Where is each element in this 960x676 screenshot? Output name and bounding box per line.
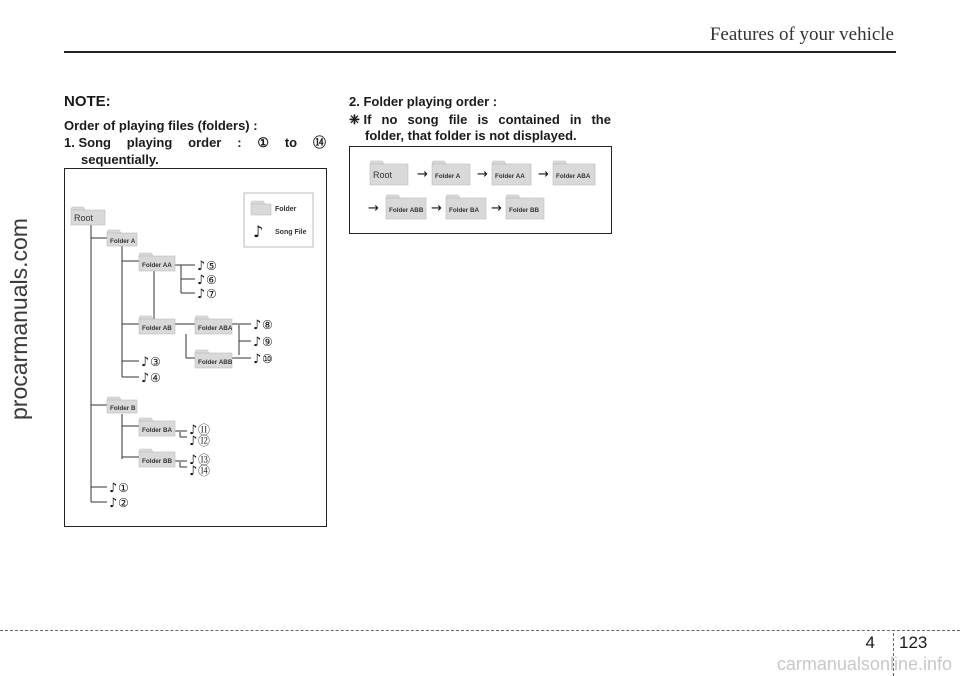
note-title: NOTE:	[64, 93, 111, 110]
flow-row2-folder-3	[506, 195, 544, 219]
song-note-icon: ♪	[197, 287, 206, 302]
footer-rule	[0, 630, 960, 631]
folder-root-label: Root	[74, 213, 94, 223]
folder-ab	[139, 316, 175, 334]
side-watermark: procarmanuals.com	[6, 218, 32, 420]
song-note-icon: ♪	[197, 273, 206, 288]
step2-title: 2. Folder playing order :	[349, 94, 498, 109]
folder-order-diagram	[349, 146, 612, 234]
folder-aa-tab	[139, 253, 153, 256]
folder-abb-label: Folder ABB	[198, 359, 233, 366]
song-note-icon: ♪	[253, 352, 262, 367]
legend-folder-label: Folder	[275, 206, 297, 213]
flow-row2-folder-3-tab	[506, 195, 520, 198]
folder-order-svg	[350, 147, 611, 233]
song-number-1: ①	[118, 481, 129, 495]
folder-aba-tab	[195, 316, 209, 319]
chapter-number: 4	[865, 633, 875, 652]
flow-row1-folder-2	[432, 161, 470, 185]
flow-row1-folder-1-label: Root	[373, 170, 393, 180]
footer-watermark: carmanualsonline.info	[776, 654, 952, 674]
song-note-icon: ♪	[109, 481, 118, 496]
flow-arrow-icon: →	[477, 167, 488, 182]
folder-aba	[195, 316, 233, 334]
flow-row1-folder-3-tab	[492, 161, 506, 164]
song-number-9: ⑨	[262, 335, 273, 349]
folder-aa	[139, 253, 175, 271]
flow-row1-folder-1	[370, 161, 408, 185]
song-note-icon: ♪	[109, 496, 118, 511]
flow-row1-folder-3-label: Folder AA	[495, 173, 525, 180]
folder-b-tab	[107, 397, 121, 400]
flow-row2-folder-2-label: Folder BA	[449, 207, 480, 214]
flow-arrow-icon: →	[491, 201, 502, 216]
song-note-icon: ♪	[141, 371, 150, 386]
folder-a-tab	[107, 230, 121, 233]
folder-a	[107, 230, 137, 246]
flow-row1-folder-4-tab	[553, 161, 567, 164]
step1-line1: 1. Song playing order : ① to ⑭	[64, 135, 326, 150]
folder-b-label: Folder B	[110, 405, 136, 412]
order-subtitle: Order of playing files (folders) :	[64, 118, 258, 133]
song-number-12: ⑫	[198, 434, 211, 448]
step1-line2: sequentially.	[81, 152, 159, 167]
legend-folder-icon-body	[251, 204, 271, 215]
flow-arrow-icon: →	[431, 201, 442, 216]
flow-row1-folder-2-tab	[432, 161, 446, 164]
flow-row2-folder-2-tab	[446, 195, 460, 198]
folder-bb-tab	[139, 449, 153, 452]
song-number-2: ②	[118, 496, 129, 510]
folder-ab-label: Folder AB	[142, 325, 172, 332]
flow-row1-folder-1-tab	[370, 161, 384, 164]
legend-song-icon: ♪	[253, 222, 264, 241]
song-note-icon: ♪	[197, 259, 206, 274]
song-number-4: ④	[150, 371, 161, 385]
song-note-icon: ♪	[253, 318, 262, 333]
folder-abb	[195, 350, 233, 368]
flow-row2-folder-1-label: Folder ABB	[389, 207, 424, 214]
song-number-7: ⑦	[206, 287, 217, 301]
flow-row1-folder-4	[553, 161, 595, 185]
folder-abb-tab	[195, 350, 209, 353]
flow-row2-folder-2	[446, 195, 486, 219]
song-number-11: ⑪	[198, 423, 211, 437]
folder-ba-tab	[139, 418, 153, 421]
flow-arrow-icon: →	[368, 201, 379, 216]
song-note-icon: ♪	[189, 423, 198, 438]
folder-tree-diagram	[64, 168, 327, 527]
folder-root	[71, 207, 105, 225]
folder-ba	[139, 418, 175, 436]
song-number-5: ⑤	[206, 259, 217, 273]
header-rule	[64, 51, 896, 53]
flow-row1-folder-2-label: Folder A	[435, 173, 461, 180]
flow-arrow-icon: →	[417, 167, 428, 182]
flow-row2-folder-3-label: Folder BB	[509, 207, 540, 214]
folder-ab-tab	[139, 316, 153, 319]
song-note-icon: ♪	[141, 355, 150, 370]
song-number-8: ⑧	[262, 318, 273, 332]
folder-bb-label: Folder BB	[142, 458, 173, 465]
song-number-14: ⑭	[198, 464, 211, 478]
step2-note-line2: folder, that folder is not displayed.	[365, 128, 577, 143]
flow-row2-folder-1	[386, 195, 426, 219]
step1-text	[64, 134, 326, 168]
song-note-icon: ♪	[189, 453, 198, 468]
song-number-13: ⑬	[198, 453, 211, 467]
song-number-10: ⑩	[262, 352, 273, 366]
legend-song-label: Song File	[275, 229, 307, 236]
page-number: 123	[899, 633, 928, 652]
step2-note	[349, 112, 611, 144]
folder-root-tab	[71, 207, 85, 210]
song-number-3: ③	[150, 355, 161, 369]
flow-row1-folder-3	[492, 161, 531, 185]
song-note-icon: ♪	[189, 464, 198, 479]
legend-folder-icon-tab	[251, 201, 265, 204]
folder-tree-svg	[65, 169, 326, 526]
song-number-6: ⑥	[206, 273, 217, 287]
folder-a-label: Folder A	[110, 238, 136, 245]
folder-b	[107, 397, 137, 413]
flow-arrow-icon: →	[538, 167, 549, 182]
song-note-icon: ♪	[189, 434, 198, 449]
section-title: Features of your vehicle	[709, 24, 894, 45]
folder-ba-label: Folder BA	[142, 427, 173, 434]
folder-aba-label: Folder ABA	[198, 325, 233, 332]
folder-bb	[139, 449, 175, 467]
folder-aa-label: Folder AA	[142, 262, 172, 269]
song-note-icon: ♪	[253, 335, 262, 350]
flow-row2-folder-1-tab	[386, 195, 400, 198]
step2-note-line1: ❈ If no song file is contained in the	[349, 112, 611, 127]
flow-row1-folder-4-label: Folder ABA	[556, 173, 591, 180]
